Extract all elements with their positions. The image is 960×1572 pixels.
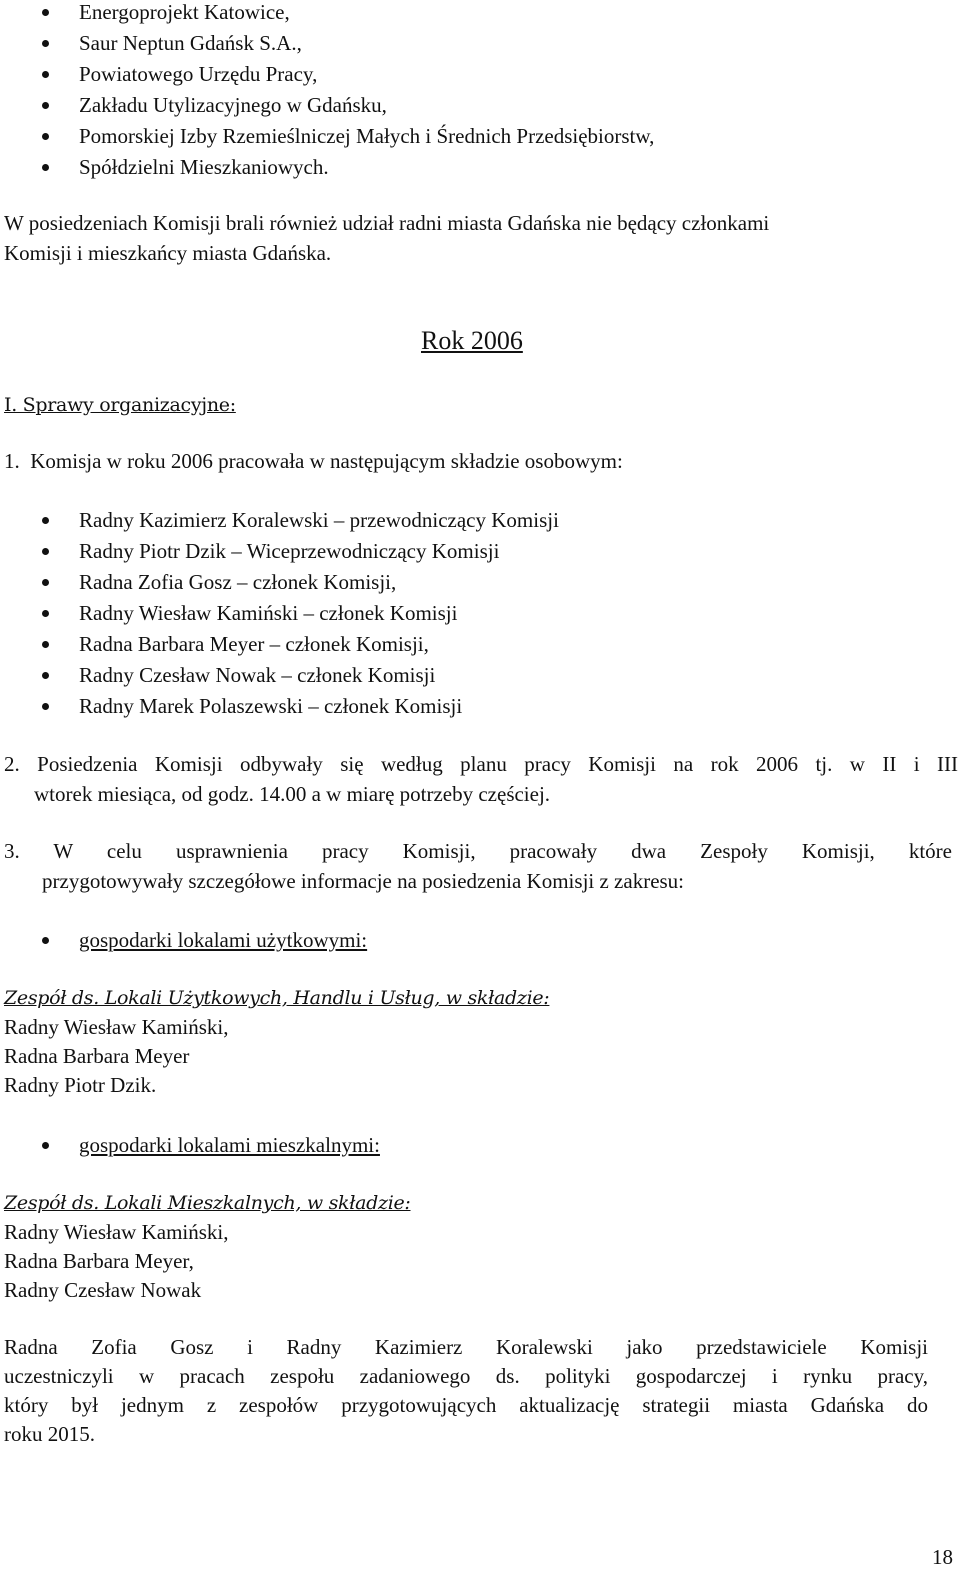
list-item: Radny Marek Polaszewski – członek Komisji (0, 691, 559, 722)
closing-line: uczestniczyli w pracach zespołu zadaniowego ds. polityki gospodarczej i rynku pracy, (4, 1364, 928, 1388)
item-3-line: 3. W celu usprawnienia pracy Komisji, pracowały dwa Zespoły Komisji, które (4, 839, 952, 863)
page-number: 18 (932, 1545, 953, 1569)
team-1-heading: Zespół ds. Lokali Użytkowych, Handlu i Usług, w składzie: (4, 987, 550, 1009)
list-item: Radny Wiesław Kamiński – członek Komisji (0, 598, 559, 629)
intro-paragraph (4, 208, 924, 268)
intro-line: Komisji i mieszkańcy miasta Gdańska. (4, 241, 332, 265)
closing-line: roku 2015. (4, 1422, 95, 1446)
list-item: Saur Neptun Gdańsk S.A., (0, 28, 654, 59)
item-2-cont: wtorek miesiąca, od godz. 14.00 a w miarę potrzeby częściej. (34, 782, 551, 806)
item-2 (4, 749, 958, 779)
list-item (0, 1130, 380, 1161)
item-1: 1. Komisja w roku 2006 pracowała w następującym składzie osobowym: (4, 449, 623, 473)
list-item: Pomorskiej Izby Rzemieślniczej Małych i Średnich Przedsiębiorstw, (0, 121, 654, 152)
list-item: Radny Kazimierz Koralewski – przewodniczący Komisji (0, 505, 559, 536)
team-member: Radna Barbara Meyer, (4, 1249, 194, 1273)
institutions-list (0, 0, 654, 183)
item-3 (4, 836, 952, 866)
closing-paragraph (4, 1333, 928, 1449)
team-member: Radny Czesław Nowak (4, 1278, 202, 1302)
closing-line: Radna Zofia Gosz i Radny Kazimierz Koralewski jako przedstawiciele Komisji (4, 1335, 928, 1359)
topic-1: gospodarki lokalami użytkowymi: (79, 928, 368, 952)
section-heading: I. Sprawy organizacyjne: (4, 394, 236, 416)
list-item: Spółdzielni Mieszkaniowych. (0, 152, 654, 183)
list-item: Powiatowego Urzędu Pracy, (0, 59, 654, 90)
list-item (0, 925, 367, 956)
team-1-members (4, 1012, 229, 1099)
team-member: Radny Piotr Dzik. (4, 1073, 157, 1097)
list-item: Radna Zofia Gosz – członek Komisji, (0, 567, 559, 598)
team-member: Radny Wiesław Kamiński, (4, 1220, 229, 1244)
team-member: Radny Wiesław Kamiński, (4, 1015, 229, 1039)
year-heading: Rok 2006 (421, 326, 523, 355)
topic-1-list (0, 925, 367, 956)
intro-line: W posiedzeniach Komisji brali również udział radni miasta Gdańska nie będący członkami (4, 211, 770, 235)
item-3-cont: przygotowywały szczegółowe informacje na posiedzenia Komisji z zakresu: (42, 869, 685, 893)
list-item: Radny Piotr Dzik – Wiceprzewodniczący Komisji (0, 536, 559, 567)
members-list (0, 505, 559, 722)
list-item: Energoprojekt Katowice, (0, 0, 654, 28)
list-item: Radny Czesław Nowak – członek Komisji (0, 660, 559, 691)
topic-2-list (0, 1130, 380, 1161)
team-2-heading: Zespół ds. Lokali Mieszkalnych, w składzie: (4, 1192, 411, 1214)
list-item: Zakładu Utylizacyjnego w Gdańsku, (0, 90, 654, 121)
list-item: Radna Barbara Meyer – członek Komisji, (0, 629, 559, 660)
team-member: Radna Barbara Meyer (4, 1044, 190, 1068)
item-2-line: 2. Posiedzenia Komisji odbywały się według planu pracy Komisji na rok 2006 tj. w II i III (4, 752, 958, 776)
topic-2: gospodarki lokalami mieszkalnymi: (79, 1133, 380, 1157)
team-2-members (4, 1217, 229, 1304)
closing-line: który był jednym z zespołów przygotowujących aktualizację strategii miasta Gdańska do (4, 1393, 928, 1417)
